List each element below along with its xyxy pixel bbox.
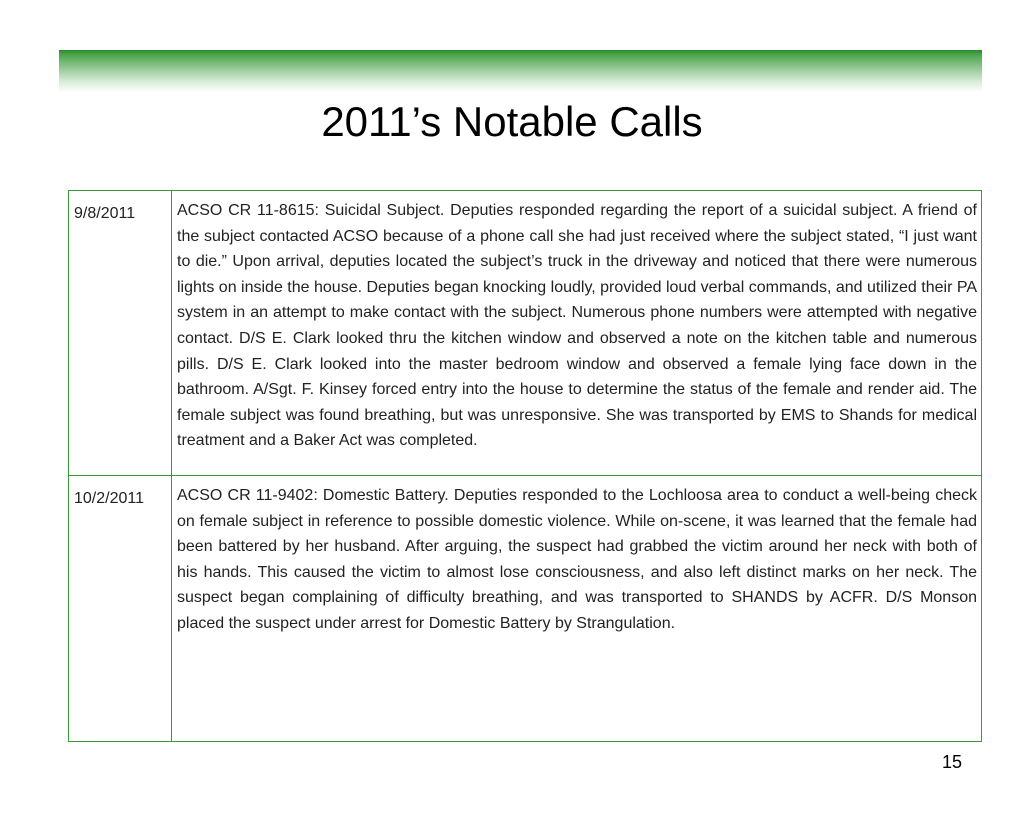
slide-title: 2011’s Notable Calls — [321, 98, 703, 145]
table-row — [69, 476, 982, 742]
notable-calls-table — [68, 190, 982, 742]
call-date: 10/2/2011 — [69, 476, 172, 742]
call-date: 9/8/2011 — [69, 191, 172, 476]
call-description: ACSO CR 11-9402: Domestic Battery. Deputies responded to the Lochloosa area to conduct a well-being check on female subject in reference to possible domestic violence. While on-scene, it was learned that the female had been battered by her husband. After arguing, the suspect had grabbed the victim around her neck with both of his hands. This caused the victim to almost lose consciousness, and also left distinct marks on her neck. The suspect began complaining of difficulty breathing, and was transported to SHANDS by ACFR. D/S Monson placed the suspect under arrest for Domestic Battery by Strangulation. — [172, 476, 982, 742]
call-description: ACSO CR 11-8615: Suicidal Subject. Deputies responded regarding the report of a suicidal subject. A friend of the subject contacted ACSO because of a phone call she had just received where the subject stated, “I just want to die.” Upon arrival, deputies located the subject’s truck in the driveway and noticed that there were numerous lights on inside the house. Deputies began knocking loudly, provided loud verbal commands, and utilized their PA system in an attempt to make contact with the subject. Numerous phone numbers were attempted with negative contact. D/S E. Clark looked thru the kitchen window and observed a note on the kitchen table and numerous pills. D/S E. Clark looked into the master bedroom window and observed a female lying face down in the bathroom. A/Sgt. F. Kinsey forced entry into the house to determine the status of the female and render aid. The female subject was found breathing, but was unresponsive. She was transported by EMS to Shands for medical treatment and a Baker Act was completed. — [172, 191, 982, 476]
page-number: 15 — [941, 752, 962, 772]
header-gradient-bar — [59, 50, 982, 92]
table-row — [69, 191, 982, 476]
